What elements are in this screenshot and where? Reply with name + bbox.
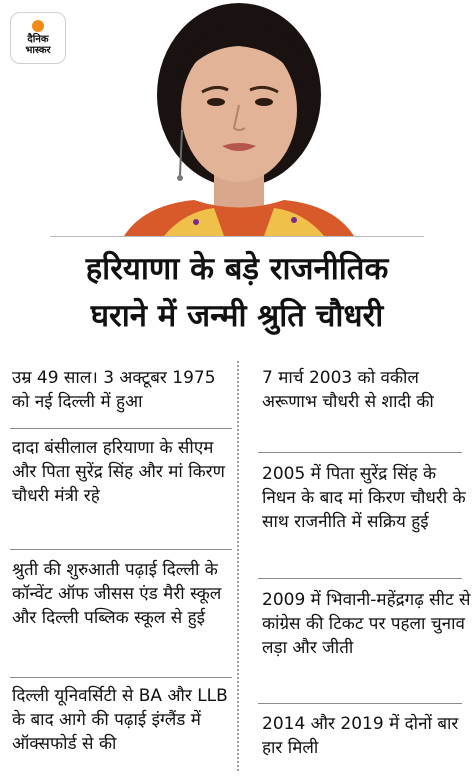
headline	[0, 246, 474, 340]
portrait-photo	[124, 0, 354, 236]
fact-first-election: 2009 में भिवानी-महेंद्रगढ़ सीट से कांग्रेस की टिकट पर पहला चुनाव लड़ा और जीती	[262, 590, 471, 658]
row-separator	[10, 677, 232, 678]
headline-line-1: हरियाणा के बड़े राजनीतिक	[85, 251, 389, 287]
column-divider	[237, 361, 240, 771]
sun-icon	[32, 20, 44, 32]
logo-line-1: दैनिक	[27, 34, 49, 45]
logo-line-2: भास्कर	[25, 45, 51, 56]
headline-line-2: घराने में जन्मी श्रुति चौधरी	[90, 298, 384, 334]
fact-politics-entry: 2005 में पिता सुरेंद्र सिंह के निधन के बाद मां किरण चौधरी के साथ राजनीति में सक्रिय हुई	[262, 464, 466, 532]
fact-age-birth: उम्र 49 साल। 3 अक्टूबर 1975 को नई दिल्ली में हुआ	[12, 368, 216, 412]
fact-losses: 2014 और 2019 में दोनों बार हार मिली	[262, 714, 459, 758]
row-separator	[10, 549, 232, 550]
photo-divider	[50, 236, 424, 237]
row-separator	[10, 428, 232, 429]
dainik-bhaskar-logo	[10, 12, 66, 64]
fact-marriage: 7 मार्च 2003 को वकील अरूणाभ चौधरी से शादी की	[262, 368, 434, 412]
fact-schooling: श्रुती की शुरुआती पढ़ाई दिल्ली के कॉन्वेंट ऑफ जीसस एंड मैरी स्कूल और दिल्ली पब्लिक स्कूल से हुई	[12, 560, 222, 628]
fact-education: दिल्ली यूनिवर्सिटी से BA और LLB के बाद आगे की पढ़ाई इंग्लैंड में ऑक्सफोर्ड से की	[12, 686, 228, 754]
row-separator	[258, 578, 462, 579]
fact-family: दादा बंसीलाल हरियाणा के सीएम और पिता सुरेंद्र सिंह और मां किरण चौधरी मंत्री रहे	[12, 438, 225, 506]
row-separator	[258, 452, 462, 453]
row-separator	[258, 703, 462, 704]
